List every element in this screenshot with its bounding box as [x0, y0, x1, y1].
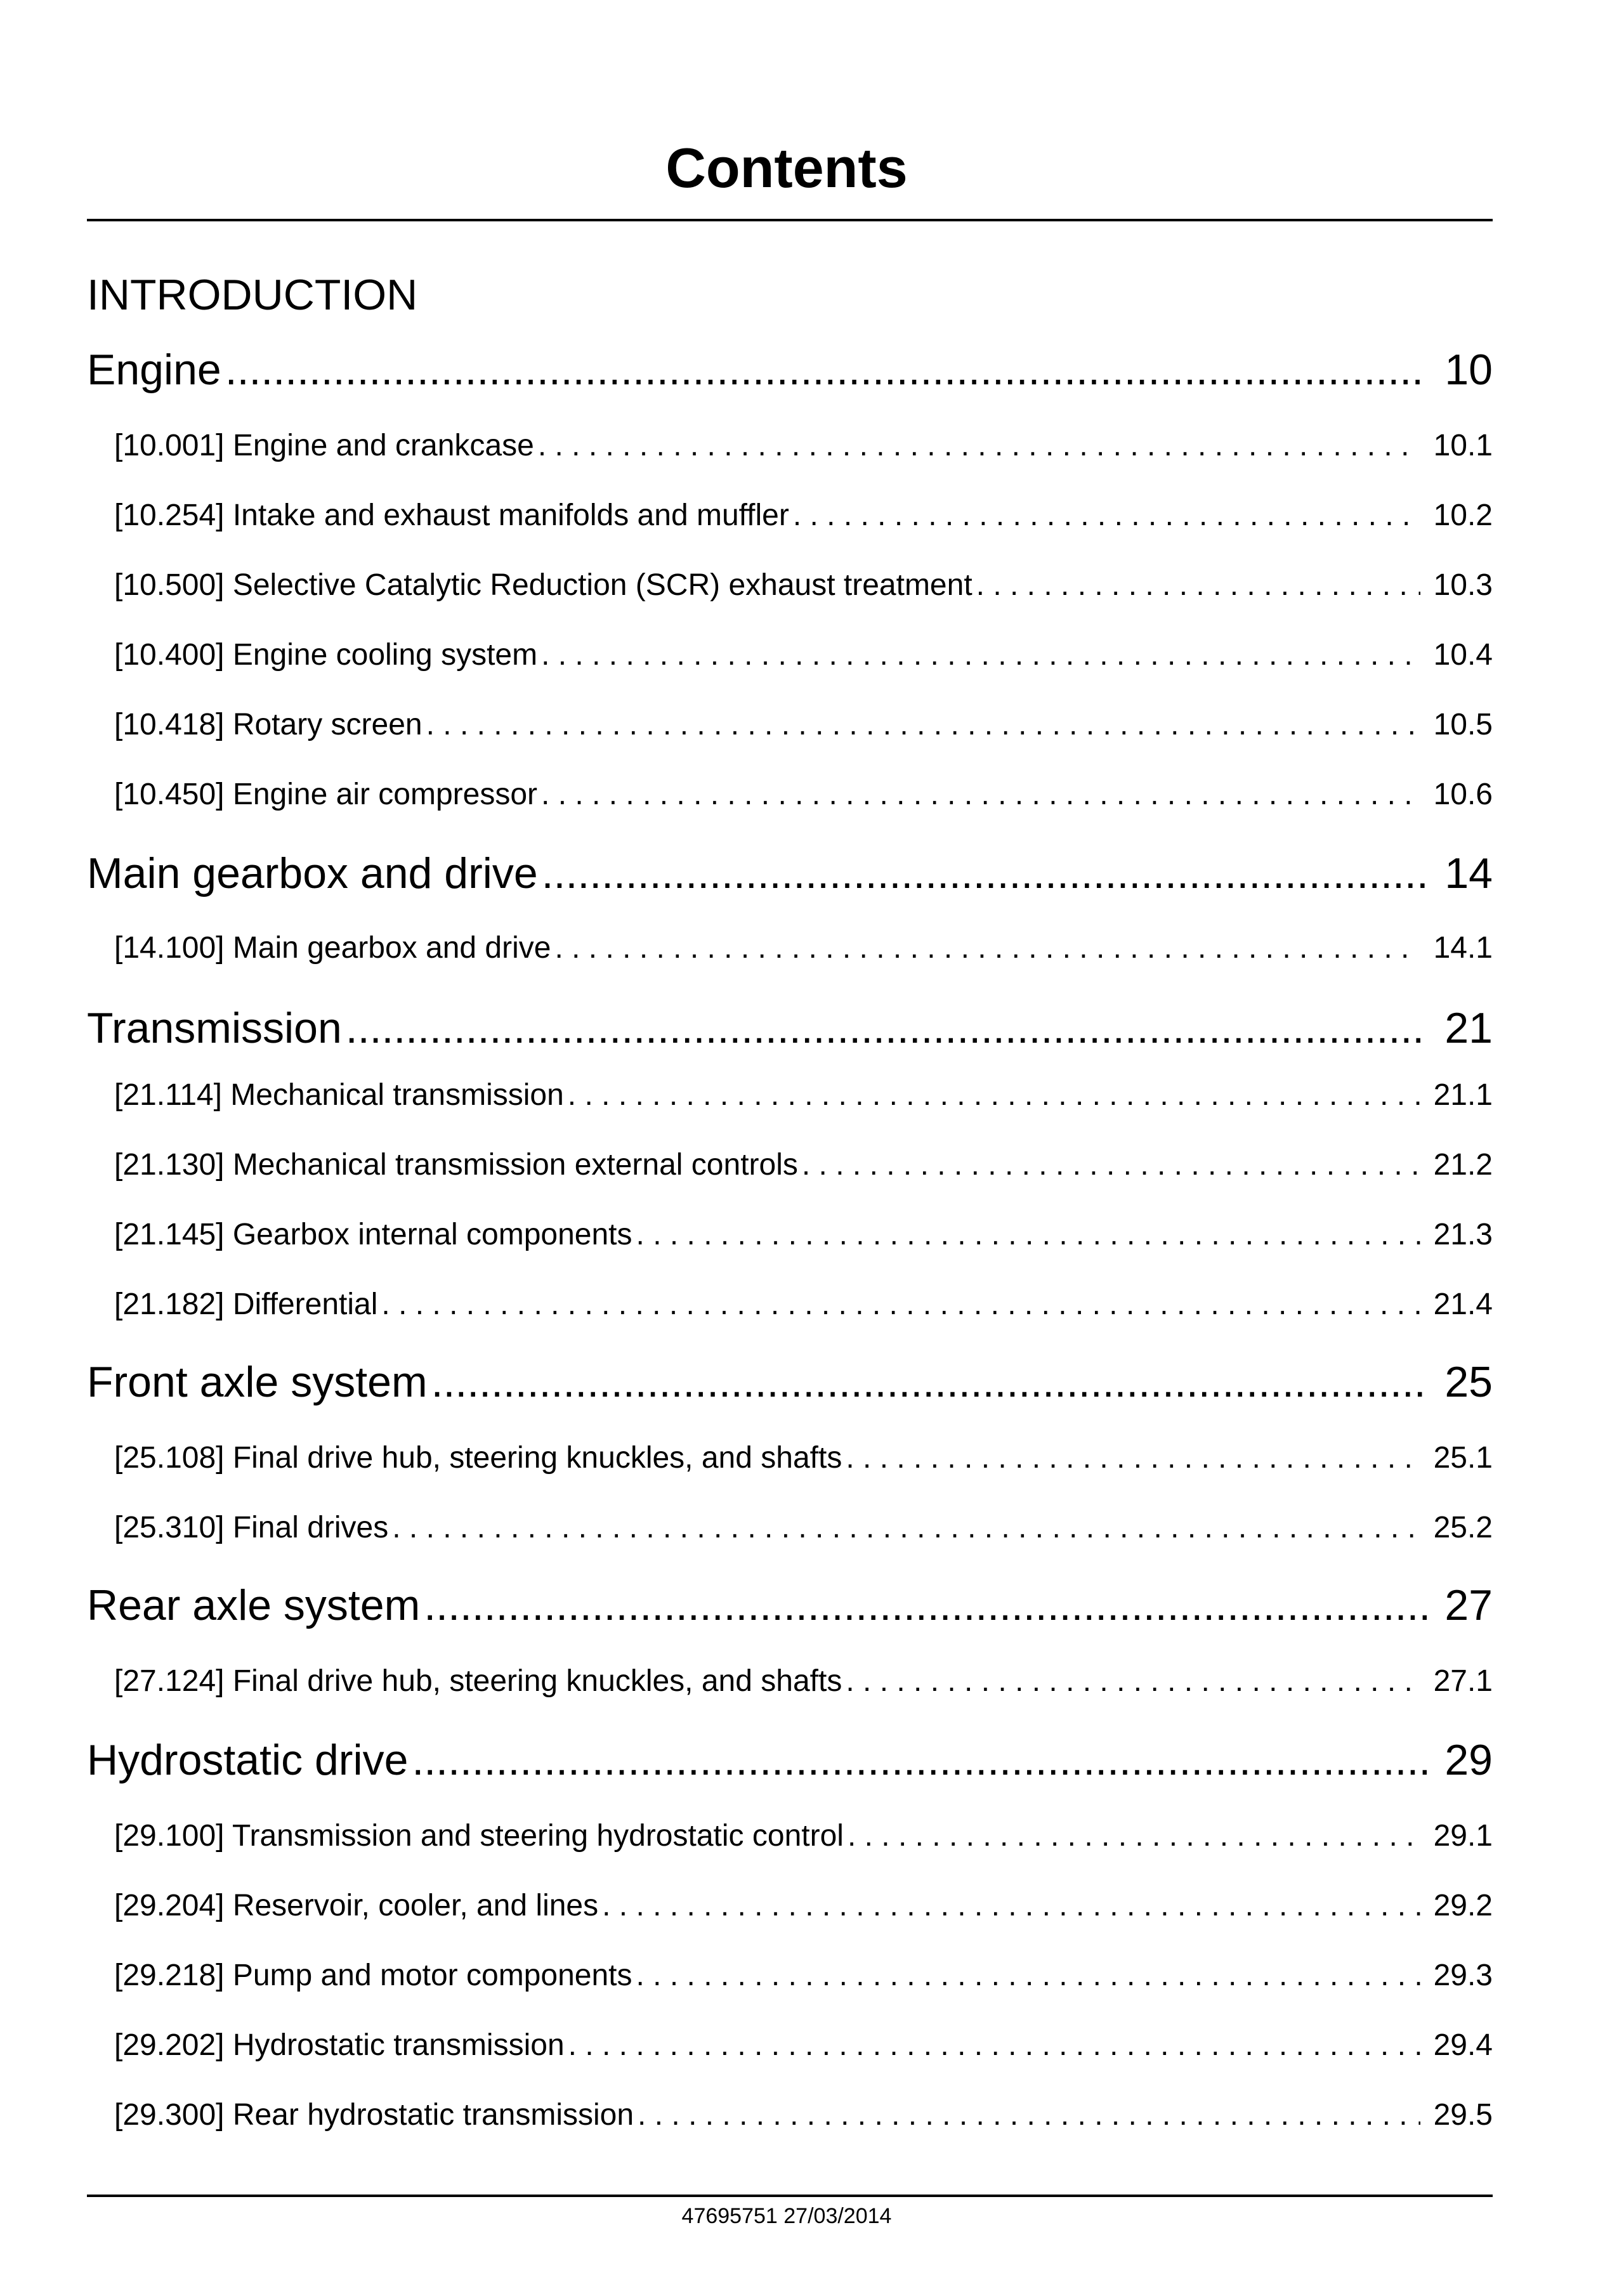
toc-leader-dots — [225, 344, 1427, 395]
toc-section[interactable] — [114, 1509, 1493, 1547]
toc-chapter-title: Front axle system — [87, 1358, 428, 1406]
toc-leader-dots — [431, 1357, 1427, 1407]
toc-leader-dots — [381, 1286, 1420, 1324]
toc-section[interactable] — [114, 1957, 1493, 1995]
toc-leader-dots — [976, 566, 1420, 604]
toc-section[interactable] — [114, 1662, 1493, 1700]
toc-section-title: [21.114] Mechanical transmission — [114, 1078, 564, 1112]
toc-section-page: 21.3 — [1433, 1218, 1493, 1251]
toc-chapter-title: Transmission — [87, 1004, 342, 1052]
toc-chapter-title: Engine — [87, 346, 221, 394]
toc-leader-dots — [541, 776, 1420, 814]
toc-section-page: 25.1 — [1433, 1441, 1493, 1475]
toc-chapter-title: Rear axle system — [87, 1581, 421, 1629]
toc-section-title: [10.418] Rotary screen — [114, 708, 422, 741]
toc-chapter-page: 21 — [1444, 1004, 1493, 1052]
toc-section-page: 10.2 — [1433, 499, 1493, 532]
toc-section-page: 29.4 — [1433, 2028, 1493, 2062]
toc-leader-dots — [846, 1662, 1420, 1700]
toc-section-title: [14.100] Main gearbox and drive — [114, 931, 551, 965]
toc-section[interactable] — [114, 497, 1493, 535]
toc-leader-dots — [638, 2096, 1420, 2134]
toc-chapter-front-axle[interactable] — [87, 1357, 1493, 1407]
toc-section-page: 21.2 — [1433, 1148, 1493, 1182]
toc-section-page: 21.4 — [1433, 1288, 1493, 1321]
toc-chapter-hydrostatic-drive[interactable] — [87, 1735, 1493, 1785]
toc-leader-dots — [541, 636, 1420, 674]
toc-chapter-main-gearbox[interactable] — [87, 848, 1493, 899]
toc-section[interactable] — [114, 2096, 1493, 2134]
toc-section[interactable] — [114, 1216, 1493, 1254]
toc-section-title: [29.204] Reservoir, cooler, and lines — [114, 1889, 599, 1922]
toc-section-page: 29.1 — [1433, 1819, 1493, 1853]
toc-section-title: [29.100] Transmission and steering hydrostatic control — [114, 1819, 844, 1853]
toc-section[interactable] — [114, 776, 1493, 814]
toc-section-page: 10.6 — [1433, 778, 1493, 811]
toc-leader-dots — [542, 848, 1427, 899]
toc-chapter-page: 29 — [1444, 1736, 1493, 1784]
toc-section[interactable] — [114, 636, 1493, 674]
toc-section-title: [29.202] Hydrostatic transmission — [114, 2028, 565, 2062]
toc-leader-dots — [412, 1735, 1427, 1785]
toc-chapter-rear-axle[interactable] — [87, 1580, 1493, 1631]
toc-section-title: [21.145] Gearbox internal components — [114, 1218, 632, 1251]
intro-heading[interactable]: INTRODUCTION — [87, 271, 418, 319]
toc-leader-dots — [424, 1580, 1427, 1631]
toc-leader-dots — [636, 1216, 1420, 1254]
toc-section-page: 10.5 — [1433, 708, 1493, 741]
toc-section-page: 10.1 — [1433, 429, 1493, 462]
toc-leader-dots — [846, 1439, 1420, 1477]
toc-section-title: [10.400] Engine cooling system — [114, 638, 538, 672]
footer-doc-id: 47695751 27/03/2014 — [681, 2204, 892, 2228]
toc-section-title: [25.310] Final drives — [114, 1511, 389, 1544]
toc-leader-dots — [848, 1817, 1420, 1855]
toc-leader-dots — [554, 929, 1420, 967]
toc-leader-dots — [802, 1146, 1420, 1184]
toc-leader-dots — [392, 1509, 1420, 1547]
toc-section[interactable] — [114, 1146, 1493, 1184]
toc-leader-dots — [346, 1003, 1427, 1053]
toc-section-title: [29.300] Rear hydrostatic transmission — [114, 2098, 634, 2132]
toc-chapter-page: 25 — [1444, 1358, 1493, 1406]
toc-leader-dots — [602, 1887, 1420, 1925]
toc-section-page: 10.3 — [1433, 568, 1493, 602]
toc-section-page: 25.2 — [1433, 1511, 1493, 1544]
toc-leader-dots — [568, 1076, 1420, 1114]
toc-section-page: 29.2 — [1433, 1889, 1493, 1922]
toc-section-title: [21.130] Mechanical transmission external controls — [114, 1148, 798, 1182]
toc-section-title: [21.182] Differential — [114, 1288, 378, 1321]
toc-section[interactable] — [114, 2026, 1493, 2064]
toc-section[interactable] — [114, 1887, 1493, 1925]
toc-leader-dots — [793, 497, 1420, 535]
toc-section-title: [29.218] Pump and motor components — [114, 1959, 632, 1992]
toc-section-title: [10.450] Engine air compressor — [114, 778, 538, 811]
toc-chapter-transmission[interactable] — [87, 1003, 1493, 1053]
toc-chapter-page: 27 — [1444, 1581, 1493, 1629]
toc-chapter-page: 14 — [1444, 849, 1493, 897]
toc-section-title: [10.001] Engine and crankcase — [114, 429, 534, 462]
toc-section-page: 10.4 — [1433, 638, 1493, 672]
footer-rule — [87, 2195, 1493, 2197]
toc-section[interactable] — [114, 706, 1493, 744]
toc-chapter-engine[interactable] — [87, 344, 1493, 395]
toc-section[interactable] — [114, 566, 1493, 604]
toc-chapter-title: Hydrostatic drive — [87, 1736, 409, 1784]
page-title: Contents — [665, 136, 908, 199]
toc-leader-dots — [538, 427, 1420, 465]
toc-section[interactable] — [114, 1439, 1493, 1477]
toc-section-title: [25.108] Final drive hub, steering knuckles, and shafts — [114, 1441, 842, 1475]
toc-leader-dots — [426, 706, 1420, 744]
toc-section-page: 27.1 — [1433, 1664, 1493, 1698]
toc-chapter-page: 10 — [1444, 346, 1493, 394]
toc-section-title: [10.254] Intake and exhaust manifolds and muffler — [114, 499, 789, 532]
toc-section[interactable] — [114, 1076, 1493, 1114]
toc-section-title: [27.124] Final drive hub, steering knuckles, and shafts — [114, 1664, 842, 1698]
toc-section-page: 21.1 — [1433, 1078, 1493, 1112]
toc-section-page: 29.3 — [1433, 1959, 1493, 1992]
toc-section[interactable] — [114, 427, 1493, 465]
toc-section[interactable] — [114, 929, 1493, 967]
toc-section-page: 14.1 — [1433, 931, 1493, 965]
toc-section[interactable] — [114, 1286, 1493, 1324]
toc-section-page: 29.5 — [1433, 2098, 1493, 2132]
title-rule — [87, 219, 1493, 221]
toc-leader-dots — [568, 2026, 1420, 2064]
toc-leader-dots — [636, 1957, 1421, 1995]
toc-chapter-title: Main gearbox and drive — [87, 849, 538, 897]
toc-section[interactable] — [114, 1817, 1493, 1855]
toc-section-title: [10.500] Selective Catalytic Reduction (SCR) exhaust treatment — [114, 568, 972, 602]
